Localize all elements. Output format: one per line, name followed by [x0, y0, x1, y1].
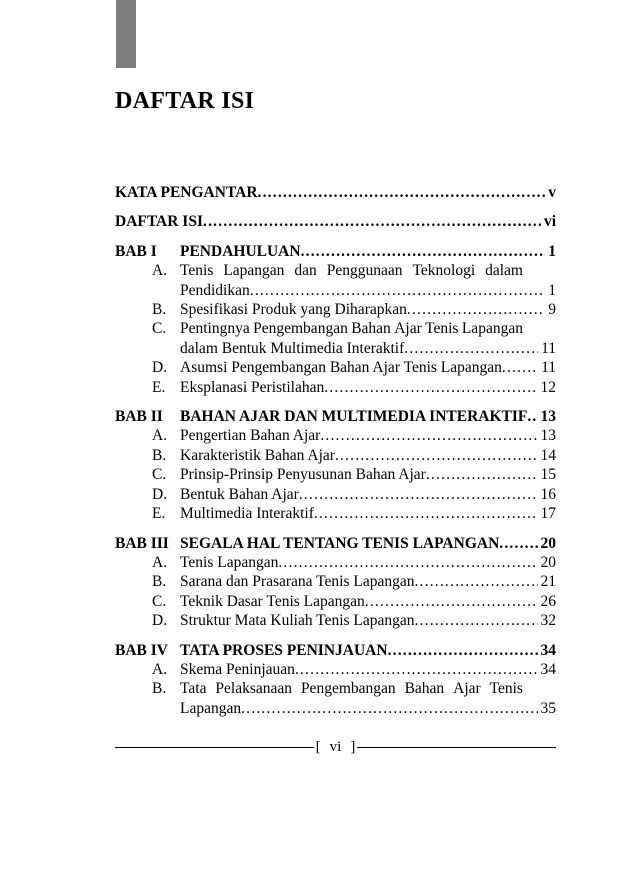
- item-title: Skema Peninjauan: [180, 660, 295, 678]
- item-title: Multimedia Interaktif: [180, 505, 314, 523]
- dot-leader: [258, 183, 546, 202]
- toc-item: [115, 679, 556, 698]
- toc-chapter-header: [115, 641, 556, 660]
- toc-chapter-header: [115, 534, 556, 553]
- word: Ajar: [394, 320, 422, 338]
- entry-title: KATA PENGANTAR: [115, 184, 258, 201]
- word: Tenis: [180, 262, 214, 280]
- chapter-title: BAHAN AJAR DAN MULTIMEDIA INTERAKTIF: [180, 408, 528, 426]
- page-number: 13: [540, 427, 556, 445]
- item-title-justified: [180, 679, 556, 698]
- dot-leader: [499, 534, 537, 553]
- toc-item: [115, 300, 556, 319]
- chapter-number: BAB III: [115, 534, 169, 552]
- toc-item: [115, 319, 556, 338]
- toc-item-continuation: [115, 339, 556, 358]
- toc-item: [115, 261, 556, 280]
- toc-item: [115, 553, 556, 572]
- page-number: 32: [540, 612, 556, 630]
- item-letter: B.: [152, 680, 167, 698]
- item-letter: A.: [152, 553, 168, 571]
- dot-leader: [250, 281, 546, 300]
- dot-leader: [415, 611, 538, 630]
- item-title: Teknik Dasar Tenis Lapangan: [180, 592, 365, 610]
- toc-item: [115, 358, 556, 377]
- item-title: Pendidikan: [180, 281, 250, 299]
- word: Pengembangan: [300, 680, 396, 698]
- toc-item: [115, 378, 556, 397]
- dot-leader: [320, 426, 537, 445]
- dot-leader: [502, 358, 538, 377]
- footer-open-bracket: [: [315, 739, 321, 755]
- page-number: 14: [540, 446, 556, 464]
- page-number: 1: [548, 281, 556, 299]
- word: dalam: [485, 262, 523, 280]
- item-letter: A.: [152, 427, 168, 445]
- page-number: vi: [543, 213, 556, 231]
- item-letter: C.: [152, 592, 167, 610]
- word: Lapangan: [223, 262, 285, 280]
- toc-entry-front: [115, 183, 556, 202]
- dot-leader: [314, 504, 538, 523]
- word: dan: [294, 262, 317, 280]
- dot-leader: [426, 465, 538, 484]
- page-number: 11: [541, 339, 556, 357]
- page-number: 20: [540, 553, 556, 571]
- page-number: 12: [540, 378, 556, 396]
- word: Bahan: [351, 320, 391, 338]
- dot-leader: [365, 592, 538, 611]
- dot-leader: [404, 339, 538, 358]
- item-letter: D.: [152, 359, 168, 377]
- page-number: 16: [540, 485, 556, 503]
- word: Tata: [180, 680, 207, 698]
- page-footer: [115, 739, 556, 755]
- page-number: 35: [540, 699, 556, 717]
- word: Tenis: [425, 320, 459, 338]
- toc-item: [115, 592, 556, 611]
- dot-leader: [335, 446, 538, 465]
- item-letter: C.: [152, 320, 167, 338]
- dot-leader: [241, 699, 537, 718]
- toc-item: [115, 465, 556, 484]
- chapter-number: BAB I: [115, 242, 157, 260]
- chapter-number: BAB IV: [115, 641, 168, 659]
- page-number: v: [548, 184, 556, 201]
- item-title-justified: [180, 319, 556, 338]
- page-number: 1: [548, 242, 556, 260]
- page-number: 21: [540, 573, 556, 591]
- dot-leader: [299, 485, 538, 504]
- item-title: dalam Bentuk Multimedia Interaktif: [180, 339, 405, 357]
- item-title: Spesifikasi Produk yang Diharapkan: [180, 301, 407, 319]
- item-letter: B.: [152, 446, 167, 464]
- item-title: Pengertian Bahan Ajar: [180, 427, 321, 445]
- footer-rule-right: [357, 747, 556, 748]
- page-number: 15: [540, 466, 556, 484]
- item-title: Sarana dan Prasarana Tenis Lapangan: [180, 573, 415, 591]
- dot-leader: [414, 572, 537, 591]
- footer-close-bracket: ]: [350, 739, 356, 755]
- page-number: 17: [540, 505, 556, 523]
- word: Teknologi: [412, 262, 476, 280]
- dot-leader: [324, 378, 537, 397]
- item-title: Struktur Mata Kuliah Tenis Lapangan: [180, 612, 415, 630]
- item-letter: C.: [152, 466, 167, 484]
- page-title: DAFTAR ISI: [115, 88, 255, 114]
- entry-title: DAFTAR ISI: [115, 213, 203, 231]
- item-title: Eksplanasi Peristilahan: [180, 378, 325, 396]
- page-content: [115, 0, 556, 718]
- item-title: Bentuk Bahan Ajar: [180, 485, 299, 503]
- toc-entry-front: [115, 212, 556, 231]
- item-letter: D.: [152, 485, 168, 503]
- word: Penggunaan: [326, 262, 403, 280]
- chapter-title: SEGALA HAL TENTANG TENIS LAPANGAN: [180, 534, 500, 552]
- dot-leader: [407, 300, 545, 319]
- item-title: Asumsi Pengembangan Bahan Ajar Tenis Lapangan: [180, 359, 502, 377]
- item-title-justified: [180, 261, 556, 280]
- page-number: 34: [540, 641, 556, 659]
- item-title: Tenis Lapangan: [180, 553, 279, 571]
- toc-item: [115, 504, 556, 523]
- item-letter: B.: [152, 573, 167, 591]
- item-title: Prinsip-Prinsip Penyusunan Bahan Ajar: [180, 466, 426, 484]
- word: Tenis: [489, 680, 523, 698]
- toc-item: [115, 611, 556, 630]
- toc-item: [115, 446, 556, 465]
- toc-item: [115, 660, 556, 679]
- word: Ajar: [453, 680, 481, 698]
- item-letter: A.: [152, 262, 168, 280]
- item-letter: E.: [152, 505, 166, 523]
- dot-leader: [278, 553, 537, 572]
- dot-leader: [388, 641, 538, 660]
- page-number: 11: [541, 359, 556, 377]
- chapter-number: BAB II: [115, 408, 163, 426]
- chapter-title: TATA PROSES PENINJAUAN: [180, 641, 388, 659]
- toc-item-continuation: [115, 699, 556, 718]
- item-letter: E.: [152, 378, 166, 396]
- item-title: Lapangan: [180, 699, 242, 717]
- word: Pelaksanaan: [215, 680, 292, 698]
- toc-item-continuation: [115, 281, 556, 300]
- toc-item: [115, 572, 556, 591]
- footer-rule-left: [115, 747, 314, 748]
- item-letter: A.: [152, 660, 168, 678]
- dot-leader: [301, 242, 546, 261]
- word: Pentingnya: [180, 320, 250, 338]
- toc-item: [115, 485, 556, 504]
- word: Lapangan: [461, 320, 523, 338]
- dot-leader: [295, 660, 538, 679]
- page-number: 26: [540, 592, 556, 610]
- toc-list: [115, 183, 556, 718]
- toc-item: [115, 426, 556, 445]
- item-letter: D.: [152, 612, 168, 630]
- dot-leader: [203, 212, 541, 231]
- dot-leader: [527, 407, 537, 426]
- word: Bahan: [404, 680, 445, 698]
- page-number: 9: [548, 301, 556, 319]
- page-number: 20: [540, 534, 556, 552]
- page-number: 34: [540, 660, 556, 678]
- word: Pengembangan: [253, 320, 348, 338]
- footer-page-number: vi: [329, 739, 342, 755]
- toc-chapter-header: [115, 242, 556, 261]
- page-number: 13: [540, 408, 556, 426]
- item-title: Karakteristik Bahan Ajar: [180, 446, 335, 464]
- item-letter: B.: [152, 301, 167, 319]
- chapter-title: PENDAHULUAN: [180, 242, 301, 260]
- toc-chapter-header: [115, 407, 556, 426]
